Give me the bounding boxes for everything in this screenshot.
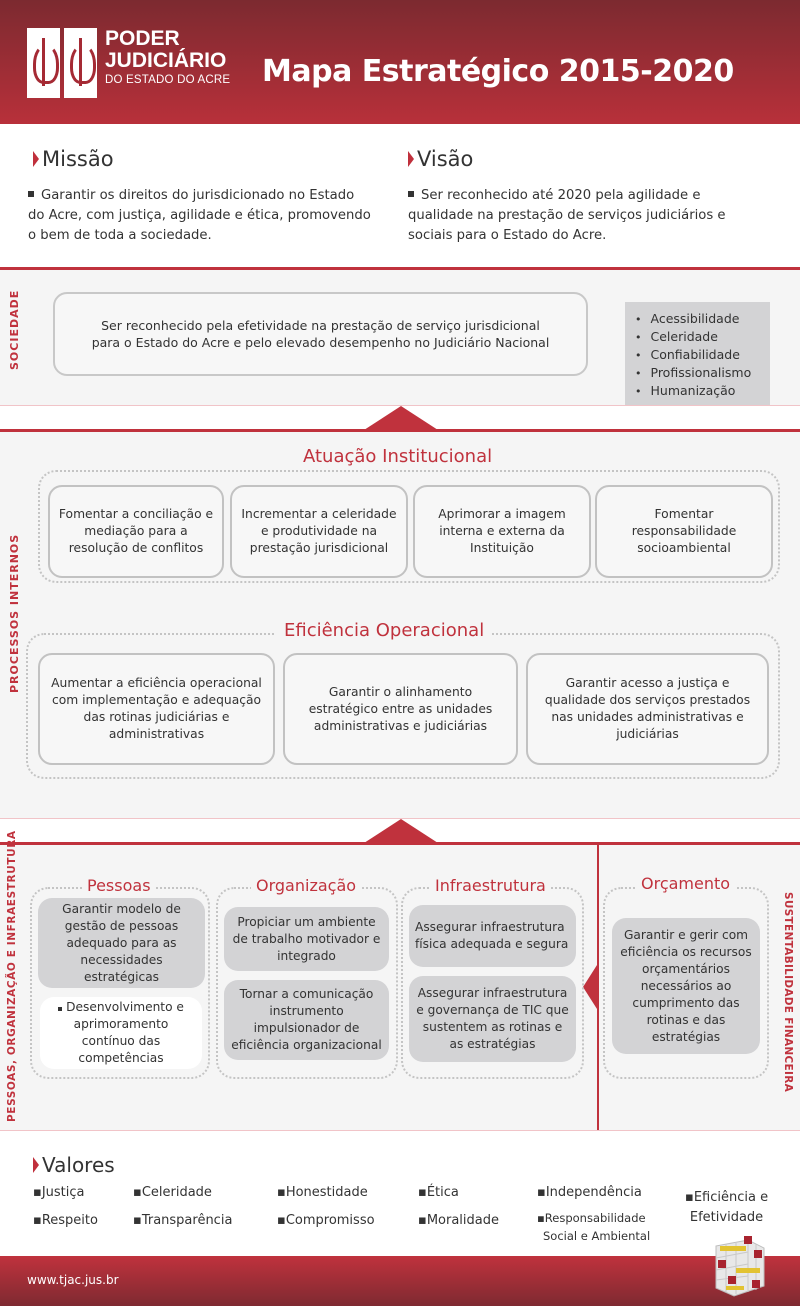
objective-text: Garantir modelo de gestão de pessoas adequado para as necessidades estratégicas [62, 901, 181, 984]
objective-card [40, 997, 202, 1069]
objective-card [224, 980, 389, 1060]
objective-card [283, 653, 518, 765]
objective-text: Fomentar a conciliação e mediação para a resolução de conflitos [58, 507, 214, 555]
sociedade-attributes [625, 302, 770, 405]
sociedade-objective-line1: Ser reconhecido pela efetividade na prestação de serviço jurisdicional [101, 318, 540, 333]
eficiencia-title: Eficiência Operacional [276, 620, 492, 641]
logo-line3: DO ESTADO DO ACRE [105, 74, 231, 86]
valor-text: Honestidade [285, 1185, 368, 1200]
organizacao-title: Organização [251, 876, 361, 895]
objective-text: Propiciar um ambiente de trabalho motivador e integrado [232, 914, 381, 963]
vertical-divider [597, 845, 599, 1130]
attribute-item: • Acessibilidade [635, 310, 770, 328]
valor-text: Eficiência e [693, 1190, 769, 1205]
logo-line2: JUDICIÁRIO [105, 49, 227, 72]
objective-card [230, 485, 408, 578]
atuacao-title: Atuação Institucional [295, 446, 500, 467]
objective-text: Garantir e gerir com eficiência os recursos orçamentários necessários ao cumprimento das rotinas e das estratégias [620, 927, 752, 1044]
missao-title: Missão [42, 147, 114, 171]
valor-item: ▪Respeito [33, 1213, 98, 1228]
pessoas-title: Pessoas [82, 876, 156, 895]
valor-item: ▪Celeridade [133, 1185, 212, 1200]
tjac-logo-icon [27, 28, 97, 98]
missao-heading [33, 147, 114, 171]
square-bullet-icon [58, 1007, 62, 1011]
objective-text: Garantir o alinhamento estratégico entre as unidades administrativas e judiciárias [308, 684, 493, 733]
attribute-item: • Celeridade [635, 328, 770, 346]
valor-text: Compromisso [285, 1213, 375, 1228]
valor-item: ▪Moralidade [418, 1213, 499, 1228]
valor-text: Responsabilidade [544, 1211, 646, 1225]
chevron-right-icon [33, 1157, 39, 1173]
attribute-item: • Profissionalismo [635, 364, 770, 382]
sustentabilidade-label: SUSTENTABILIDADE FINANCEIRA [782, 892, 794, 1093]
valor-item: ▪Ética [418, 1185, 459, 1200]
objective-card [224, 907, 389, 971]
orcamento-title: Orçamento [636, 874, 735, 893]
sociedade-objective [53, 292, 588, 376]
valor-text: Independência [545, 1185, 642, 1200]
divider-line [0, 1130, 800, 1131]
valor-item: ▪Transparência [133, 1213, 233, 1228]
visao-text-block [408, 186, 758, 246]
valores-title: Valores [42, 1153, 115, 1177]
objective-text: Desenvolvimento e aprimoramento contínuo das competências [66, 1000, 184, 1065]
valor-text: Moralidade [426, 1213, 499, 1228]
objective-card [413, 485, 591, 578]
page-title: Mapa Estratégico 2015-2020 [262, 54, 734, 89]
valor-text: Efetividade [689, 1210, 764, 1225]
pessoas-org-label: PESSOAS, ORGANIZAÇÃO E INFRAESTRUTURA [6, 830, 18, 1122]
square-bullet-icon [408, 191, 414, 197]
footer-banner [0, 1256, 800, 1306]
valor-item: ▪Honestidade [277, 1185, 368, 1200]
processos-label: PROCESSOS INTERNOS [8, 533, 21, 693]
square-bullet-icon [28, 191, 34, 197]
objective-text: Assegurar infraestrutura e governança de TIC que sustentem as rotinas e as estratégias [416, 986, 569, 1051]
missao-text: Garantir os direitos do jurisdicionado no Estado do Acre, com justiça, agilidade e ética, promovendo o bem de toda a sociedade. [28, 188, 371, 243]
sociedade-label: SOCIEDADE [8, 289, 21, 370]
valor-text: Ética [426, 1185, 459, 1200]
visao-heading [408, 147, 473, 171]
objective-card [595, 485, 773, 578]
logo-line1: PODER [105, 27, 180, 50]
objective-text: Tornar a comunicação instrumento impulsionador de eficiência organizacional [231, 987, 382, 1052]
objective-card [526, 653, 769, 765]
attribute-item: • Confiabilidade [635, 346, 770, 364]
footer-url-link[interactable]: www.tjac.jus.br [27, 1273, 119, 1287]
logo-leaf-right [64, 28, 97, 98]
valor-item: ▪Independência [537, 1185, 642, 1200]
arrow-up-icon [364, 819, 438, 843]
objective-card [409, 976, 576, 1062]
arrow-left-icon [583, 965, 597, 1009]
objective-card [612, 918, 760, 1054]
sociedade-objective-line2: para o Estado do Acre e pelo elevado desempenho no Judiciário Nacional [91, 335, 550, 350]
objective-card [48, 485, 224, 578]
attribute-item: • Humanização [635, 382, 770, 400]
objective-text: Aumentar a eficiência operacional com implementação e adequação das rotinas judiciárias e administrativas [51, 676, 262, 741]
valor-item: ▪Compromisso [277, 1213, 375, 1228]
objective-card [38, 653, 275, 765]
valor-text: Social e Ambiental [543, 1229, 651, 1243]
objective-text: Aprimorar a imagem interna e externa da Instituição [438, 507, 566, 555]
valor-item: ▪Responsabilidade Social e Ambiental [537, 1211, 651, 1243]
valores-heading [33, 1153, 115, 1177]
valor-item: ▪Eficiência e Efetividade [685, 1190, 769, 1225]
chevron-right-icon [408, 151, 414, 167]
infraestrutura-title: Infraestrutura [430, 876, 551, 895]
objective-text: Incrementar a celeridade e produtividade na prestação jurisdicional [241, 507, 397, 555]
missao-text-block [28, 186, 373, 246]
objective-text: Garantir acesso a justiça e qualidade dos serviços prestados nas unidades administrativas e judiciárias [544, 676, 751, 741]
objective-text: Assegurar infraestrutura física adequada e segura [415, 920, 569, 951]
valor-item: ▪Justiça [33, 1185, 85, 1200]
valor-text: Transparência [141, 1213, 233, 1228]
objective-card [38, 898, 205, 988]
cube-logo-icon [708, 1232, 770, 1300]
valor-text: Justiça [41, 1185, 85, 1200]
logo-leaf-left [27, 28, 60, 98]
visao-title: Visão [417, 147, 474, 171]
valor-text: Celeridade [141, 1185, 212, 1200]
visao-text: Ser reconhecido até 2020 pela agilidade e qualidade na prestação de serviços judiciários e sociais para o Estado do Acre. [408, 188, 726, 243]
logo-text [105, 28, 230, 87]
valor-text: Respeito [41, 1213, 98, 1228]
objective-text: Fomentar responsabilidade socioambiental [631, 507, 737, 555]
arrow-up-icon [364, 406, 438, 430]
objective-card [409, 905, 576, 967]
chevron-right-icon [33, 151, 39, 167]
